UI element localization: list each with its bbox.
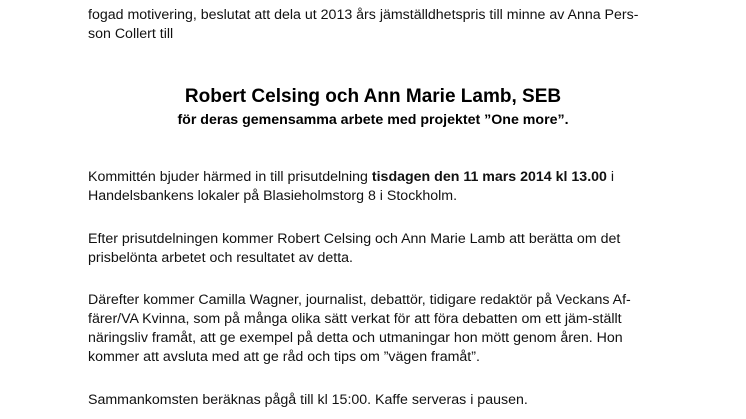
intro-line-1: fogad motivering, beslutat att dela ut 2013 års jämställdhetspris till minne av Anna Pers-	[88, 7, 639, 23]
speaker-line-2: färer/VA Kvinna, som på många olika sätt verkat för att föra debatten om ett jäm-ställt	[88, 311, 622, 327]
after-ceremony-line-1: Efter prisutdelningen kommer Robert Celsing och Ann Marie Lamb att berätta om det	[88, 231, 621, 247]
invitation-suffix: i	[606, 169, 615, 185]
invitation-prefix: Kommittén bjuder härmed in till prisutdelning	[88, 169, 372, 185]
invitation-line-2: Handelsbankens lokaler på Blasieholmstorg 8 i Stockholm.	[88, 188, 458, 204]
speaker-line-3: näringsliv framåt, att ge exempel på detta och utmaningar hon mött genom åren. Hon	[88, 330, 623, 346]
speaker-line-1: Därefter kommer Camilla Wagner, journalist, debattör, tidigare redaktör på Veckans Af-	[88, 292, 631, 308]
after-ceremony-line-2: prisbelönta arbetet och resultatet av detta.	[88, 250, 353, 266]
speaker-line-4: kommer att avsluta med att ge råd och tips om ”vägen framåt”.	[88, 349, 480, 365]
intro-line-2: son Collert till	[88, 26, 174, 42]
invitation-line-1	[88, 168, 614, 186]
closing-line-1: Sammankomsten beräknas pågå till kl 15:00. Kaffe serveras i pausen.	[88, 392, 528, 408]
award-recipients-heading: Robert Celsing och Ann Marie Lamb, SEB	[184, 86, 562, 107]
award-reason-subheading: för deras gemensamma arbete med projektet ”One more”.	[177, 112, 569, 128]
invitation-date: tisdagen den 11 mars 2014 kl 13.00	[371, 169, 607, 185]
